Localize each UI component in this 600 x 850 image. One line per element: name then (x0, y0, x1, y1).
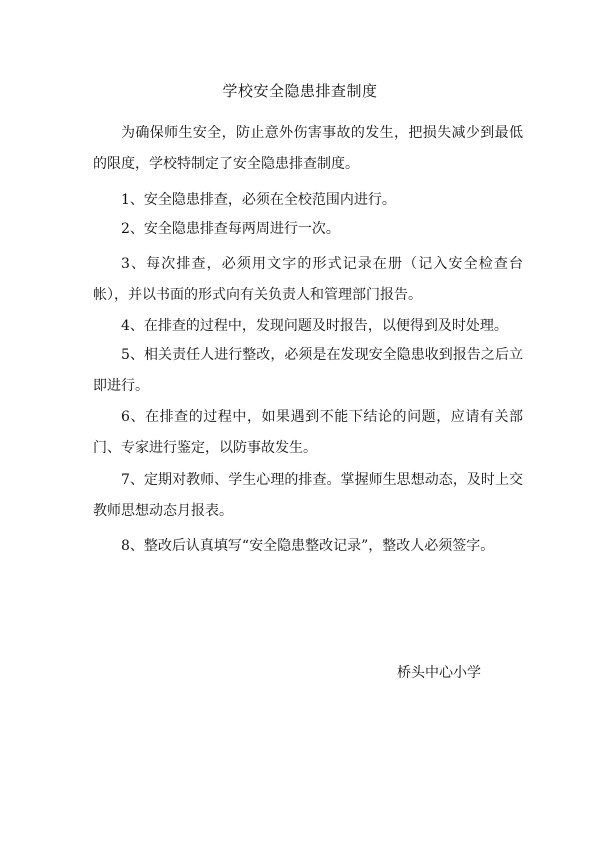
school-signature: 桥头中心小学 (397, 665, 481, 681)
rule-item-5: 5、相关责任人进行整改，必须是在发现安全隐患收到报告之后立即进行。 (93, 347, 523, 394)
rule-item-6: 6、在排查的过程中，如果遇到不能下结论的问题，应请有关部门、专家进行鉴定，以防事故发生。 (93, 409, 523, 456)
rule-item-3: 3、每次排查，必须用文字的形式记录在册（记入安全检查台帐），并以书面的形式向有关负责人和管理部门报告。 (93, 256, 523, 303)
rule-item-4: 4、在排查的过程中，发现问题及时报告，以便得到及时处理。 (121, 318, 508, 334)
rule-item-7: 7、定期对教师、学生心理的排查。掌握师生思想动态，及时上交教师思想动态月报表。 (93, 472, 523, 519)
intro-paragraph: 为确保师生安全，防止意外伤害事故的发生，把损失减少到最低的限度，学校特制定了安全隐患排查制度。 (93, 125, 523, 172)
document-title: 学校安全隐患排查制度 (222, 82, 378, 100)
rule-item-1: 1、安全隐患排查，必须在全校范围内进行。 (121, 192, 396, 208)
rule-item-2: 2、安全隐患排查每两周进行一次。 (121, 221, 340, 237)
rule-item-8: 8、整改后认真填写“安全隐患整改记录”，整改人必须签字。 (121, 538, 495, 554)
